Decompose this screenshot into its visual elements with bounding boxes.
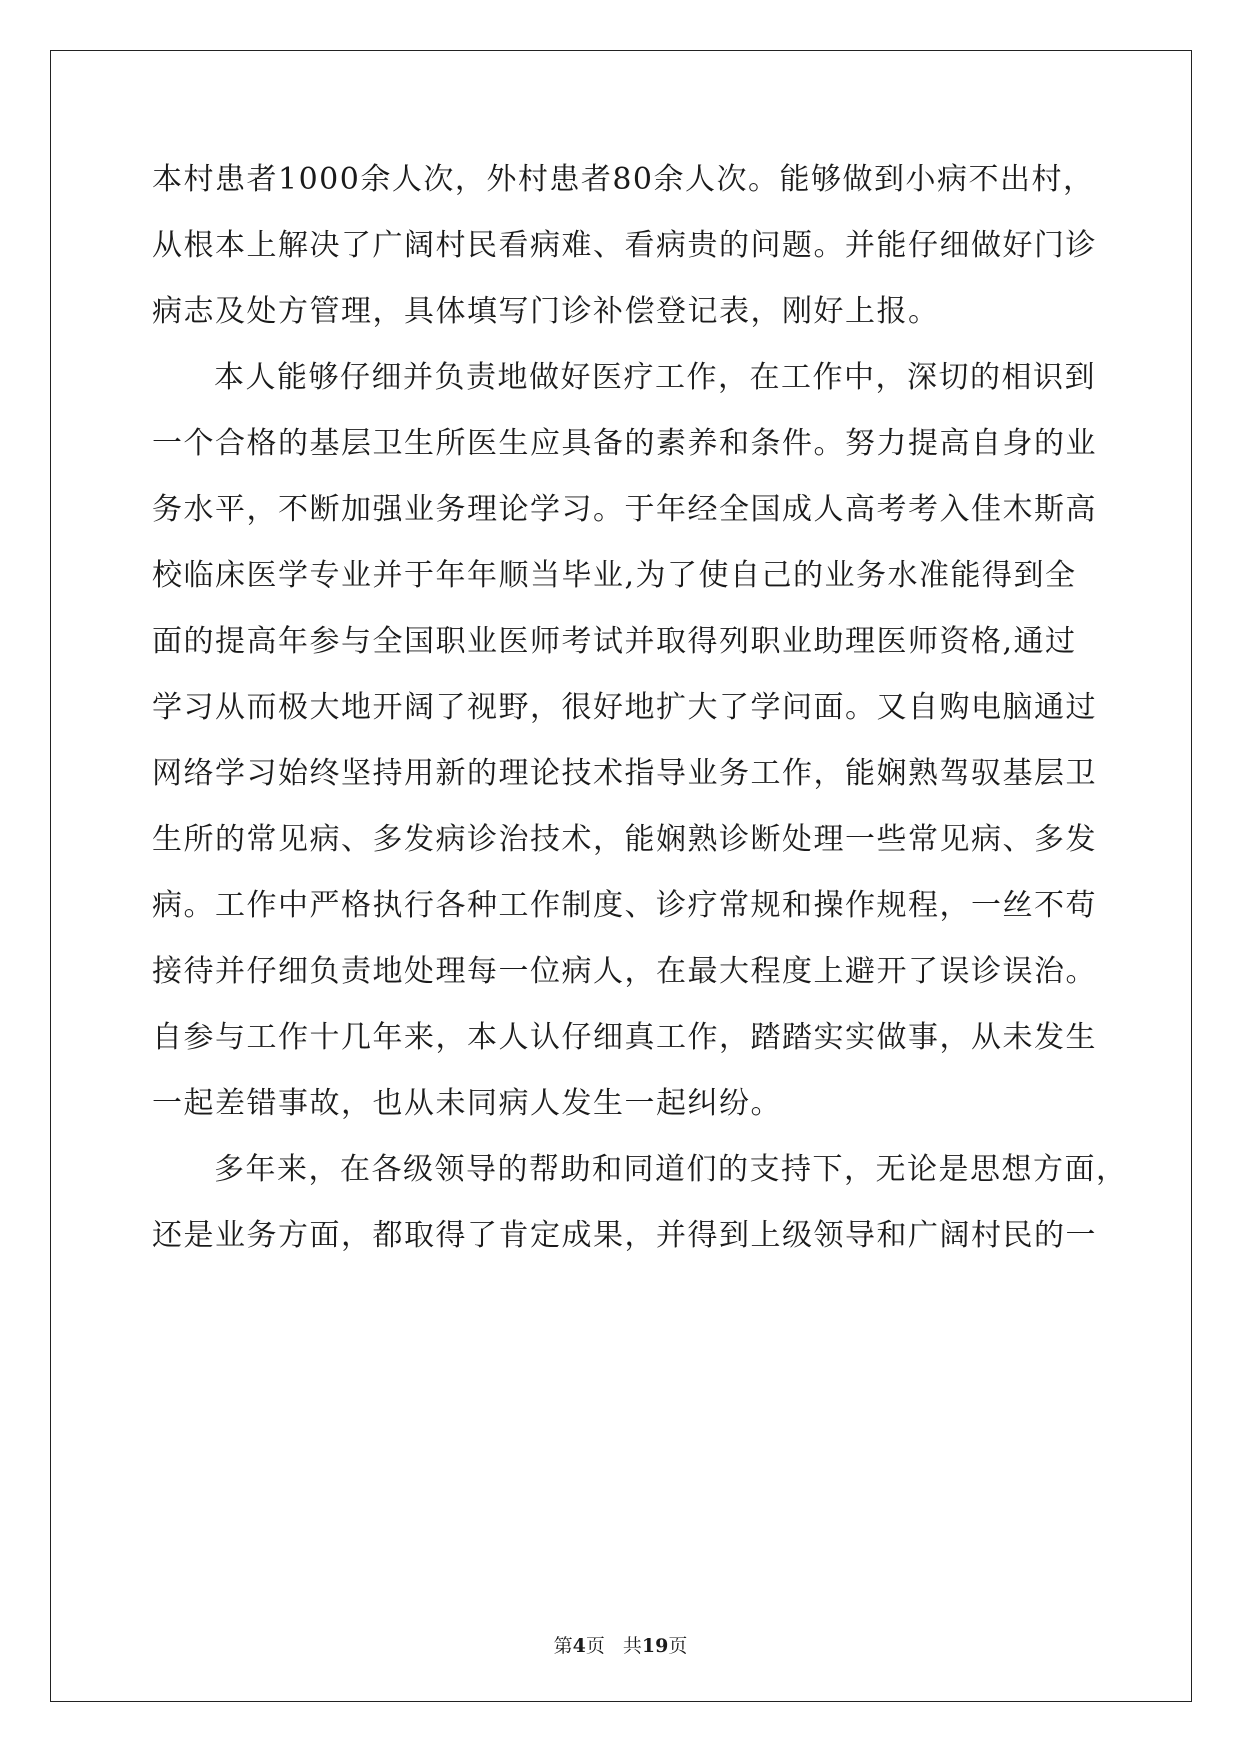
- text-line: 生所的常见病、多发病诊治技术，能娴熟诊断处理一些常见病、多发: [152, 822, 1097, 857]
- total-pages: 19: [641, 1635, 669, 1657]
- text-line: 学习从而极大地开阔了视野，很好地扩大了学问面。又自购电脑通过: [152, 690, 1097, 725]
- page-footer: [0, 1634, 1241, 1658]
- total-prefix: 共: [622, 1635, 642, 1657]
- text-line: 一个合格的基层卫生所医生应具备的素养和条件。努力提高自身的业: [152, 426, 1097, 461]
- paragraph-start-line: 多年来，在各级领导的帮助和同道们的支持下，无论是思想方面，: [214, 1152, 1128, 1187]
- text-line: 接待并仔细负责地处理每一位病人，在最大程度上避开了误诊误治。: [152, 954, 1097, 989]
- text-line: 网络学习始终坚持用新的理论技术指导业务工作，能娴熟驾驭基层卫: [152, 756, 1097, 791]
- text-line: 本村患者1000余人次，外村患者80余人次。能够做到小病不出村，: [152, 162, 1095, 197]
- text-line: 一起差错事故，也从未同病人发生一起纠纷。: [152, 1086, 782, 1121]
- text-line: 自参与工作十几年来，本人认仔细真工作，踏踏实实做事，从未发生: [152, 1020, 1097, 1055]
- total-suffix: 页: [668, 1635, 688, 1657]
- page-number: 4: [572, 1635, 586, 1657]
- text-line: 还是业务方面，都取得了肯定成果，并得到上级领导和广阔村民的一: [152, 1218, 1097, 1253]
- paragraph-start-line: 本人能够仔细并负责地做好医疗工作，在工作中，深切的相识到: [214, 360, 1096, 395]
- text-line: 务水平，不断加强业务理论学习。于年经全国成人高考考入佳木斯高: [152, 492, 1097, 527]
- text-line: 面的提高年参与全国职业医师考试并取得列职业助理医师资格,通过: [152, 624, 1077, 659]
- text-line: 病志及处方管理，具体填写门诊补偿登记表，刚好上报。: [152, 294, 940, 329]
- text-line: 校临床医学专业并于年年顺当毕业,为了使自己的业务水准能得到全: [152, 558, 1077, 593]
- page-prefix: 第: [553, 1635, 573, 1657]
- text-line: 从根本上解决了广阔村民看病难、看病贵的问题。并能仔细做好门诊: [152, 228, 1097, 263]
- page-suffix: 页: [585, 1635, 605, 1657]
- text-line: 病。工作中严格执行各种工作制度、诊疗常规和操作规程，一丝不苟: [152, 888, 1097, 923]
